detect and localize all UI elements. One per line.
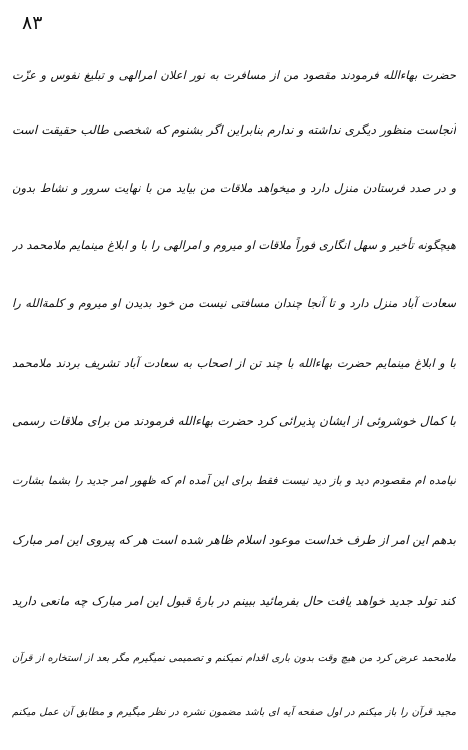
- text-line-11: ملامحمد عرض کرد من هیچ وقت بدون باری اقدام نمیکنم و تصمیمی نمیگیرم مگر بعد از استخاره از قرآن: [12, 653, 456, 664]
- text-line-8: نیامده ام مقصودم دید و باز دید نیست فقط برای این آمده ام که ظهور امر جدید را بشما بشارت: [12, 474, 456, 487]
- text-line-2: آنجاست منظور دیگری نداشته و ندارم بنابراین اگر بشنوم که شخصی طالب حقیقت است: [12, 123, 456, 137]
- text-line-4: هیچگونه تأخیر و سهل انگاری فوراً ملاقات او میروم و امرالهی را با و ابلاغ مینمایم ملامحمد در: [12, 238, 456, 252]
- text-line-12: مجید قرآن را باز میکنم در اول صفحه آیه ای باشد مضمون نشره در نظر میگیرم و مطابق آن عمل میکنم: [12, 707, 456, 718]
- text-line-6: با و ابلاغ مینمایم حضرت بهاءالله با چند تن از اصحاب به سعادت آباد تشریف بردند ملامحمد: [12, 356, 456, 370]
- page-number: ۸۳: [22, 12, 43, 34]
- text-line-10: کند تولد جدید خواهد یافت حال بفرمائید ببینم در بارهٔ قبول این امر مبارک چه مانعی دارید: [12, 594, 456, 608]
- text-line-5: سعادت آباد منزل دارد و تا آنجا چندان مسافتی نیست من خود بدیدن او میروم و کلمةالله را: [12, 296, 456, 310]
- text-line-1: حضرت بهاءالله فرمودند مقصود من از مسافرت به نور اعلان امرالهی و تبلیغ نفوس و عزّت: [12, 68, 456, 82]
- text-line-3: و در صدد فرستادن منزل دارد و میخواهد ملاقات من بیاید من با نهایت سرور و نشاط بدون: [12, 181, 456, 195]
- text-line-7: با کمال خوشروئی از ایشان پذیرائی کرد حضرت بهاءالله فرمودند من برای ملاقات رسمی: [12, 414, 456, 428]
- text-line-9: بدهم این امر از طرف خداست موعود اسلام ظاهر شده است هر که پیروی این امر مبارک: [12, 533, 456, 547]
